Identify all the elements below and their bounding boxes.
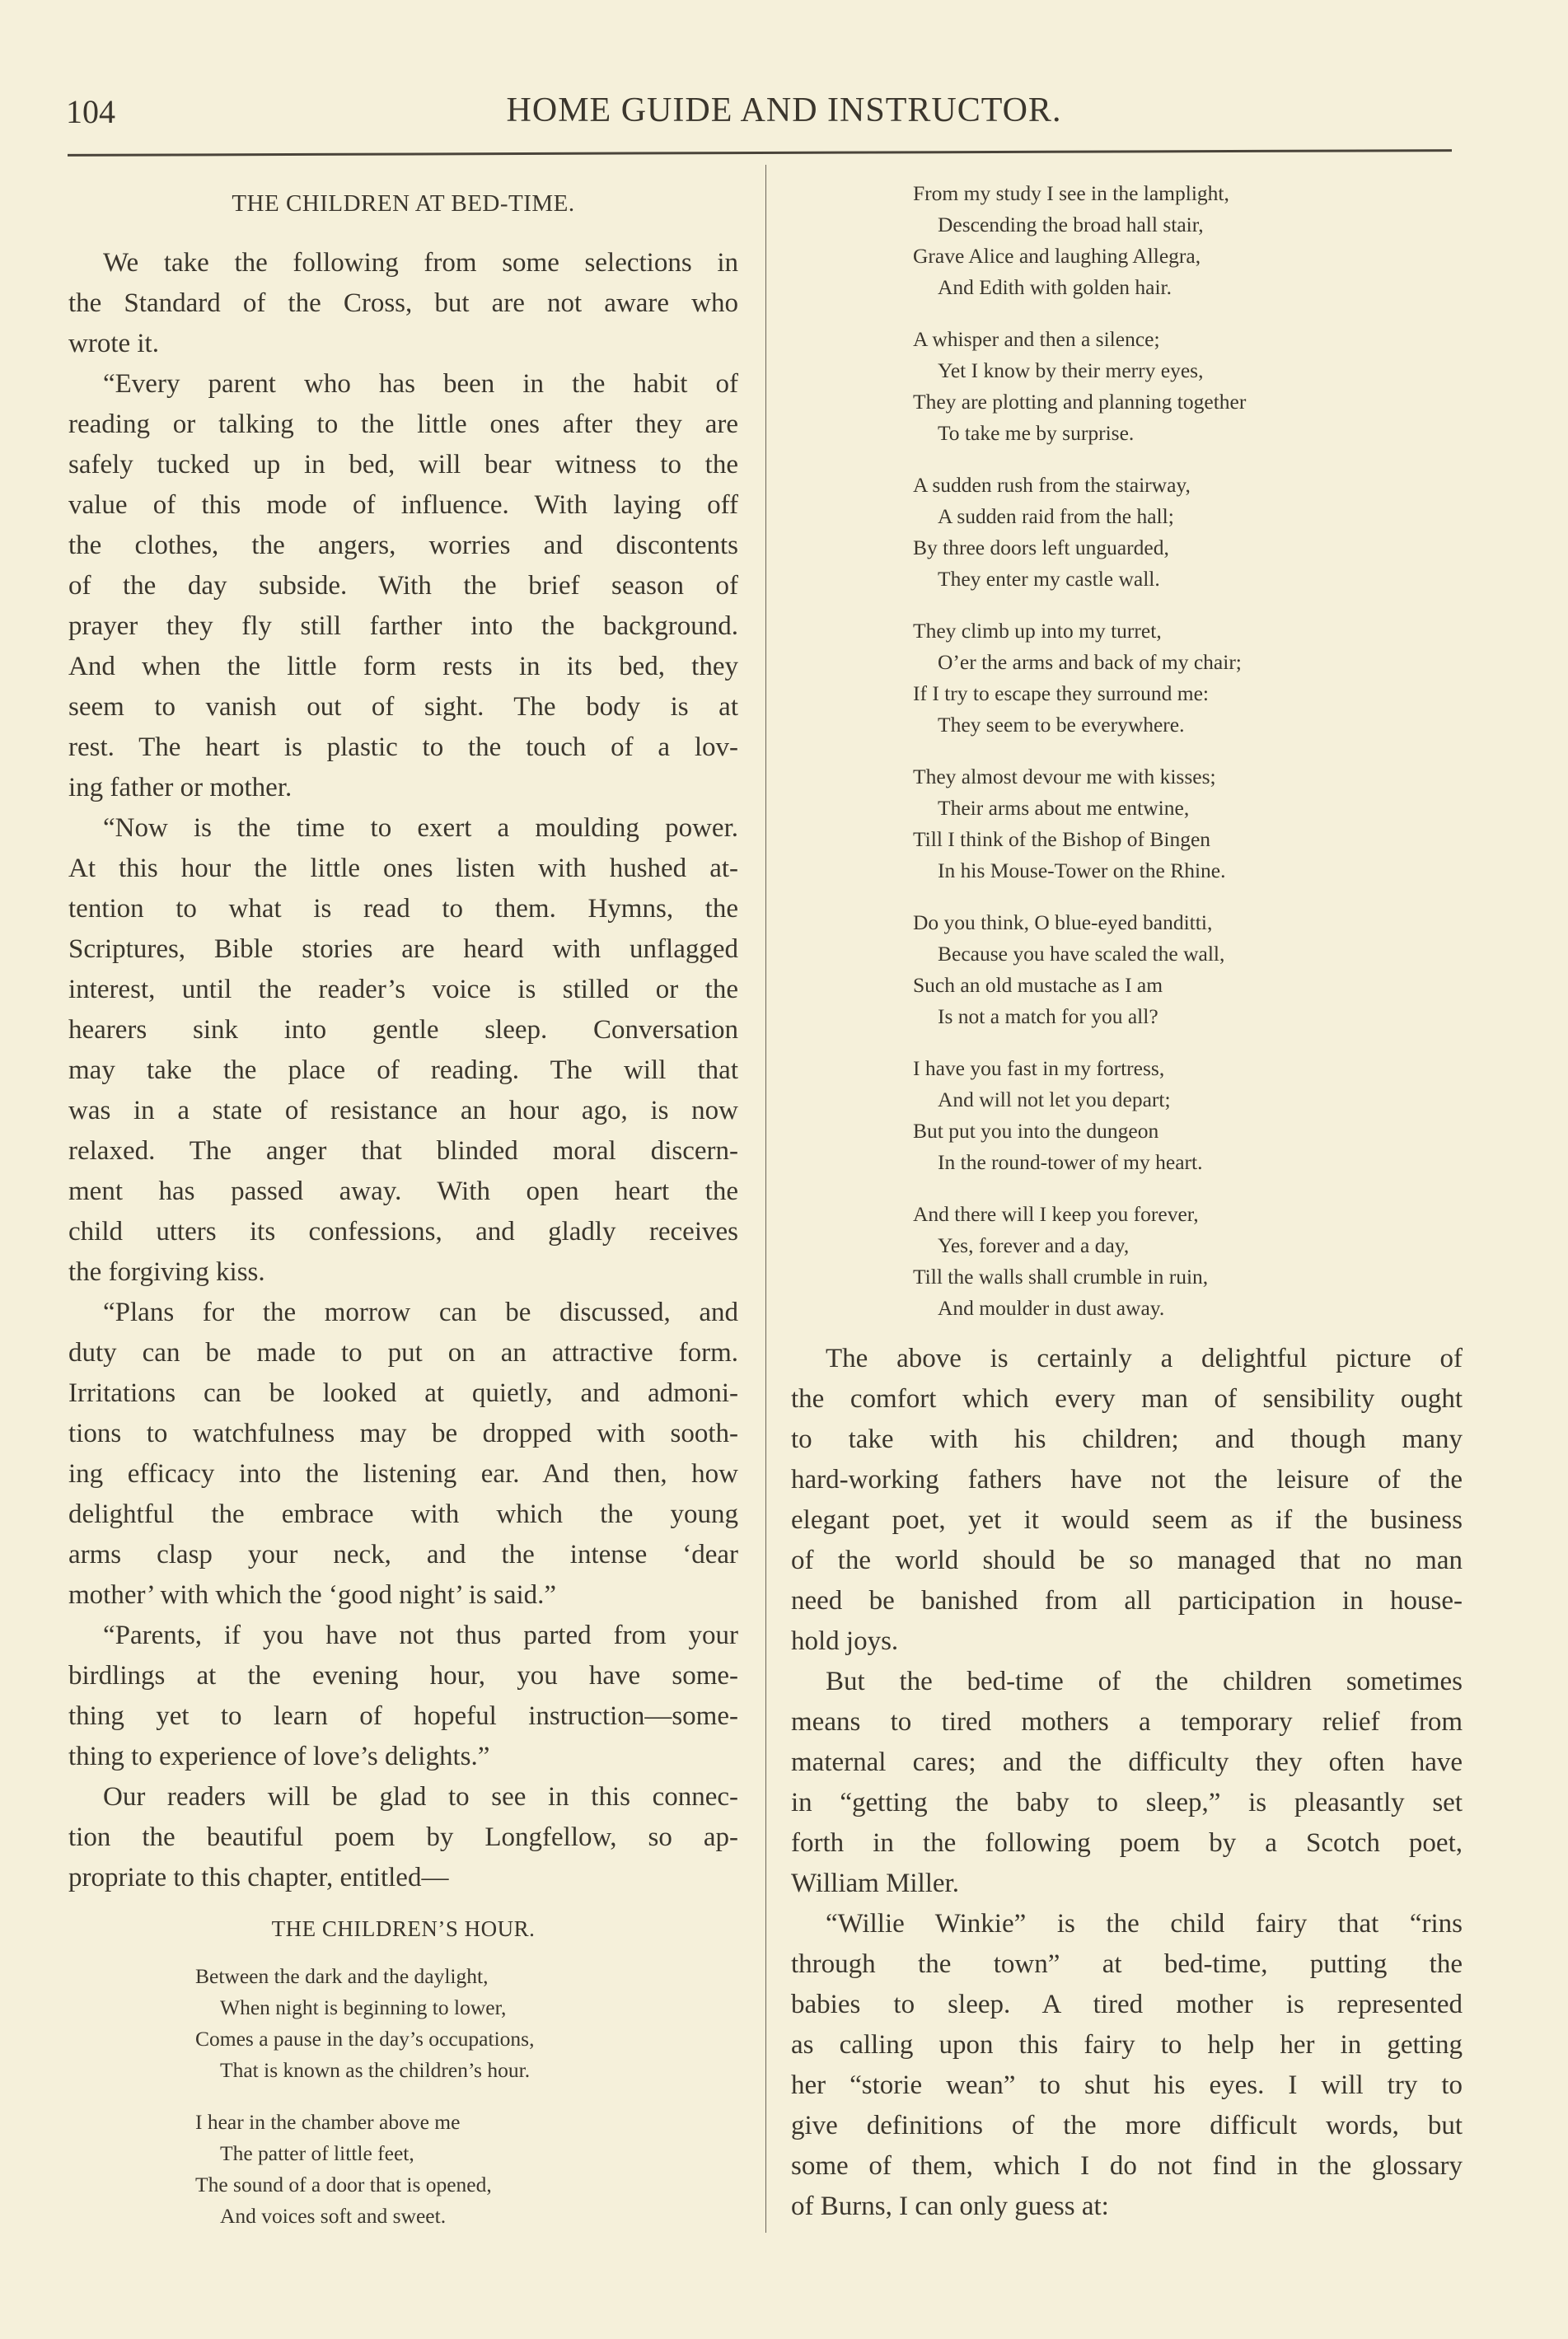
paragraph xyxy=(791,1904,1463,2227)
verse-line: I hear in the chamber above me xyxy=(195,2110,461,2134)
text-line: was in a state of resistance an hour ago, is now xyxy=(68,1096,738,1125)
stanza xyxy=(913,761,1246,886)
verse-line: And will not let you depart; xyxy=(938,1088,1171,1111)
left-poem xyxy=(195,1961,534,2252)
stanza xyxy=(913,1053,1246,1178)
text-line: “Parents, if you have not thus parted from your xyxy=(103,1621,738,1650)
text-line: of the day subside. With the brief season of xyxy=(68,571,738,601)
text-line: hearers sink into gentle sleep. Conversation xyxy=(68,1015,738,1045)
stanza xyxy=(195,1961,534,2086)
paragraph xyxy=(68,1777,738,1898)
text-line: rest. The heart is plastic to the touch of a lov- xyxy=(68,732,738,762)
text-line: “Now is the time to exert a moulding power. xyxy=(103,813,738,843)
paragraph xyxy=(68,1616,738,1777)
text-line: prayer they fly still farther into the background. xyxy=(68,611,738,641)
text-line: The above is certainly a delightful picture of xyxy=(826,1344,1463,1373)
text-line: need be banished from all participation in house- xyxy=(791,1586,1463,1616)
verse-line: But put you into the dungeon xyxy=(913,1119,1159,1143)
text-line: But the bed-time of the children sometimes xyxy=(826,1667,1463,1696)
verse-line: And moulder in dust away. xyxy=(938,1296,1165,1320)
verse-line: They climb up into my turret, xyxy=(913,619,1162,643)
verse-line: Such an old mustache as I am xyxy=(913,973,1163,997)
right-prose xyxy=(791,1339,1463,2227)
stanza xyxy=(913,907,1246,1032)
column-divider xyxy=(765,165,766,2233)
verse-line: Till I think of the Bishop of Bingen xyxy=(913,827,1211,851)
text-line: elegant poet, yet it would seem as if the business xyxy=(791,1505,1463,1535)
text-line: Scriptures, Bible stories are heard with unflagged xyxy=(68,934,738,964)
verse-line: When night is beginning to lower, xyxy=(220,1995,507,2019)
verse-line: In his Mouse-Tower on the Rhine. xyxy=(938,858,1226,882)
text-line: arms clasp your neck, and the intense ‘dear xyxy=(68,1540,738,1569)
text-line: her “storie wean” to shut his eyes. I will try to xyxy=(791,2070,1463,2100)
article-title: THE CHILDREN AT BED-TIME. xyxy=(232,190,575,217)
verse-line: O’er the arms and back of my chair; xyxy=(938,650,1242,674)
running-title: HOME GUIDE AND INSTRUCTOR. xyxy=(506,91,1062,129)
text-line: duty can be made to put on an attractive form. xyxy=(68,1338,738,1368)
verse-line: To take me by surprise. xyxy=(938,421,1135,445)
verse-line: Till the walls shall crumble in ruin, xyxy=(913,1265,1209,1289)
text-line: interest, until the reader’s voice is stilled or the xyxy=(68,975,738,1004)
verse-line: Grave Alice and laughing Allegra, xyxy=(913,244,1201,268)
text-line: ing father or mother. xyxy=(68,773,293,802)
text-line: the Standard of the Cross, but are not aware who xyxy=(68,288,738,318)
text-line: forth in the following poem by a Scotch poet, xyxy=(791,1828,1463,1858)
verse-line: Their arms about me entwine, xyxy=(938,796,1190,820)
left-prose xyxy=(68,243,738,1898)
stanza xyxy=(913,324,1246,449)
text-line: hard-working fathers have not the leisure of the xyxy=(791,1465,1463,1495)
text-line: mother’ with which the ‘good night’ is said.” xyxy=(68,1580,557,1610)
verse-line: Is not a match for you all? xyxy=(938,1004,1158,1028)
verse-line: Between the dark and the daylight, xyxy=(195,1964,489,1988)
verse-line: By three doors left unguarded, xyxy=(913,536,1169,559)
verse-line: From my study I see in the lamplight, xyxy=(913,181,1229,205)
right-poem xyxy=(913,178,1246,1345)
verse-line: Comes a pause in the day’s occupations, xyxy=(195,2027,535,2051)
text-line: seem to vanish out of sight. The body is at xyxy=(68,692,738,722)
text-line: give definitions of the more difficult words, but xyxy=(791,2111,1463,2140)
text-line: ing efficacy into the listening ear. And then, how xyxy=(68,1459,738,1489)
text-line: “Every parent who has been in the habit of xyxy=(103,369,738,399)
text-line: thing to experience of love’s delights.” xyxy=(68,1742,490,1771)
verse-line: They seem to be everywhere. xyxy=(938,713,1185,737)
verse-line: They almost devour me with kisses; xyxy=(913,765,1216,788)
verse-line: And there will I keep you forever, xyxy=(913,1202,1199,1226)
verse-line: A sudden raid from the hall; xyxy=(938,504,1174,528)
verse-line: The patter of little feet, xyxy=(220,2141,414,2165)
text-line: tion the beautiful poem by Longfellow, so ap- xyxy=(68,1822,738,1852)
verse-line: They are plotting and planning together xyxy=(913,390,1247,414)
text-line: babies to sleep. A tired mother is represented xyxy=(791,1990,1463,2019)
text-line: “Willie Winkie” is the child fairy that “rins xyxy=(826,1909,1463,1939)
text-line: William Miller. xyxy=(791,1869,959,1898)
text-line: as calling upon this fairy to help her in getting xyxy=(791,2030,1463,2060)
text-line: “Plans for the morrow can be discussed, and xyxy=(103,1298,738,1327)
paragraph xyxy=(791,1339,1463,1662)
text-line: may take the place of reading. The will that xyxy=(68,1055,738,1085)
text-line: And when the little form rests in its bed, they xyxy=(68,652,738,681)
text-line: ment has passed away. With open heart the xyxy=(68,1177,738,1206)
text-line: value of this mode of influence. With laying off xyxy=(68,490,738,520)
stanza xyxy=(913,178,1246,303)
verse-line: If I try to escape they surround me: xyxy=(913,681,1210,705)
text-line: the comfort which every man of sensibility ought xyxy=(791,1384,1463,1414)
verse-line: The sound of a door that is opened, xyxy=(195,2173,492,2196)
paragraph xyxy=(68,1293,738,1616)
paragraph xyxy=(68,243,738,364)
paragraph xyxy=(68,808,738,1293)
page-number: 104 xyxy=(66,93,115,130)
verse-line: And Edith with golden hair. xyxy=(938,275,1172,299)
verse-line: Because you have scaled the wall, xyxy=(938,942,1225,966)
verse-line: Descending the broad hall stair, xyxy=(938,213,1204,236)
text-line: through the town” at bed-time, putting the xyxy=(791,1949,1463,1979)
verse-line: In the round-tower of my heart. xyxy=(938,1150,1203,1174)
text-line: tention to what is read to them. Hymns, the xyxy=(68,894,738,924)
text-line: to take with his children; and though many xyxy=(791,1424,1463,1454)
text-line: reading or talking to the little ones after they are xyxy=(68,409,738,439)
text-line: relaxed. The anger that blinded moral discern- xyxy=(68,1136,738,1166)
text-line: tions to watchfulness may be dropped with sooth- xyxy=(68,1419,738,1448)
verse-line: I have you fast in my fortress, xyxy=(913,1056,1165,1080)
poem-title: THE CHILDREN’S HOUR. xyxy=(271,1916,536,1941)
text-line: thing yet to learn of hopeful instruction—some- xyxy=(68,1701,738,1731)
text-line: delightful the embrace with which the young xyxy=(68,1499,738,1529)
text-line: birdlings at the evening hour, you have some- xyxy=(68,1661,738,1691)
verse-line: Yet I know by their merry eyes, xyxy=(938,358,1204,382)
text-line: We take the following from some selections in xyxy=(103,248,738,278)
text-line: the forgiving kiss. xyxy=(68,1257,265,1287)
text-line: child utters its confessions, and gladly receives xyxy=(68,1217,738,1247)
text-line: the clothes, the angers, worries and discontents xyxy=(68,531,738,560)
text-line: wrote it. xyxy=(68,329,159,358)
text-line: hold joys. xyxy=(791,1626,899,1656)
verse-line: They enter my castle wall. xyxy=(938,567,1160,591)
text-line: maternal cares; and the difficulty they often have xyxy=(791,1747,1463,1777)
text-line: Irritations can be looked at quietly, and admoni- xyxy=(68,1378,738,1408)
paragraph xyxy=(791,1662,1463,1904)
text-line: of Burns, I can only guess at: xyxy=(791,2192,1109,2221)
verse-line: And voices soft and sweet. xyxy=(220,2204,447,2228)
verse-line: A sudden rush from the stairway, xyxy=(913,473,1191,497)
text-line: means to tired mothers a temporary relief from xyxy=(791,1707,1463,1737)
stanza xyxy=(195,2107,534,2232)
text-line: some of them, which I do not find in the glossary xyxy=(791,2151,1463,2181)
verse-line: That is known as the children’s hour. xyxy=(220,2058,531,2082)
text-line: Our readers will be glad to see in this connec- xyxy=(103,1782,738,1812)
stanza xyxy=(913,470,1246,595)
header-rule xyxy=(68,149,1452,157)
text-line: in “getting the baby to sleep,” is pleasantly set xyxy=(791,1788,1463,1817)
verse-line: A whisper and then a silence; xyxy=(913,327,1160,351)
text-line: At this hour the little ones listen with hushed at- xyxy=(68,854,738,883)
verse-line: Yes, forever and a day, xyxy=(938,1233,1130,1257)
stanza xyxy=(913,1199,1246,1324)
text-line: of the world should be so managed that no man xyxy=(791,1546,1463,1575)
stanza xyxy=(913,615,1246,741)
text-line: safely tucked up in bed, will bear witness to the xyxy=(68,450,738,479)
text-line: propriate to this chapter, entitled— xyxy=(68,1863,449,1892)
paragraph xyxy=(68,364,738,808)
verse-line: Do you think, O blue-eyed banditti, xyxy=(913,910,1213,934)
